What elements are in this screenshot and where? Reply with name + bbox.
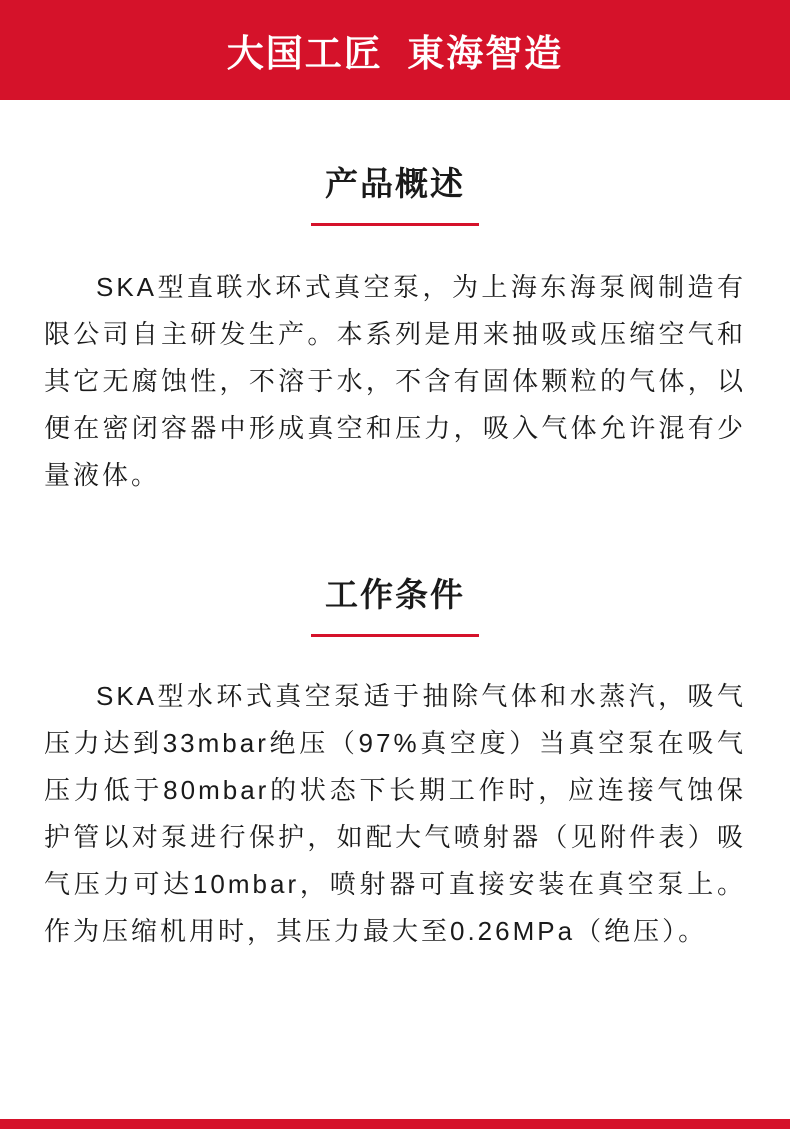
page-content — [0, 110, 790, 955]
page-banner — [0, 0, 790, 100]
banner-title: 大国工匠 東海智造 — [226, 33, 564, 74]
section-heading-container — [44, 110, 746, 226]
section-product-overview — [44, 110, 746, 499]
section-heading-container — [44, 509, 746, 637]
section-title: 工作条件 — [325, 576, 465, 613]
heading-underline-divider — [311, 634, 479, 637]
section-working-conditions — [44, 509, 746, 955]
section-body-text: SKA型直联水环式真空泵，为上海东海泵阀制造有限公司自主研发生产。本系列是用来抽吸或压缩空气和其它无腐蚀性，不溶于水，不含有固体颗粒的气体，以便在密闭容器中形成真空和压力，吸入气体允许混有少量液体。 — [44, 272, 746, 490]
section-body-text: SKA型水环式真空泵适于抽除气体和水蒸汽，吸气压力达到33mbar绝压（97%真空度）当真空泵在吸气压力低于80mbar的状态下长期工作时，应连接气蚀保护管以对泵进行保护，如配大气喷射器（见附件表）吸气压力可达10mbar，喷射器可直接安装在真空泵上。作为压缩机用时，其压力最大至0.26MPa（绝压）。 — [44, 681, 746, 946]
section-title: 产品概述 — [325, 165, 465, 202]
heading-underline-divider — [311, 223, 479, 226]
